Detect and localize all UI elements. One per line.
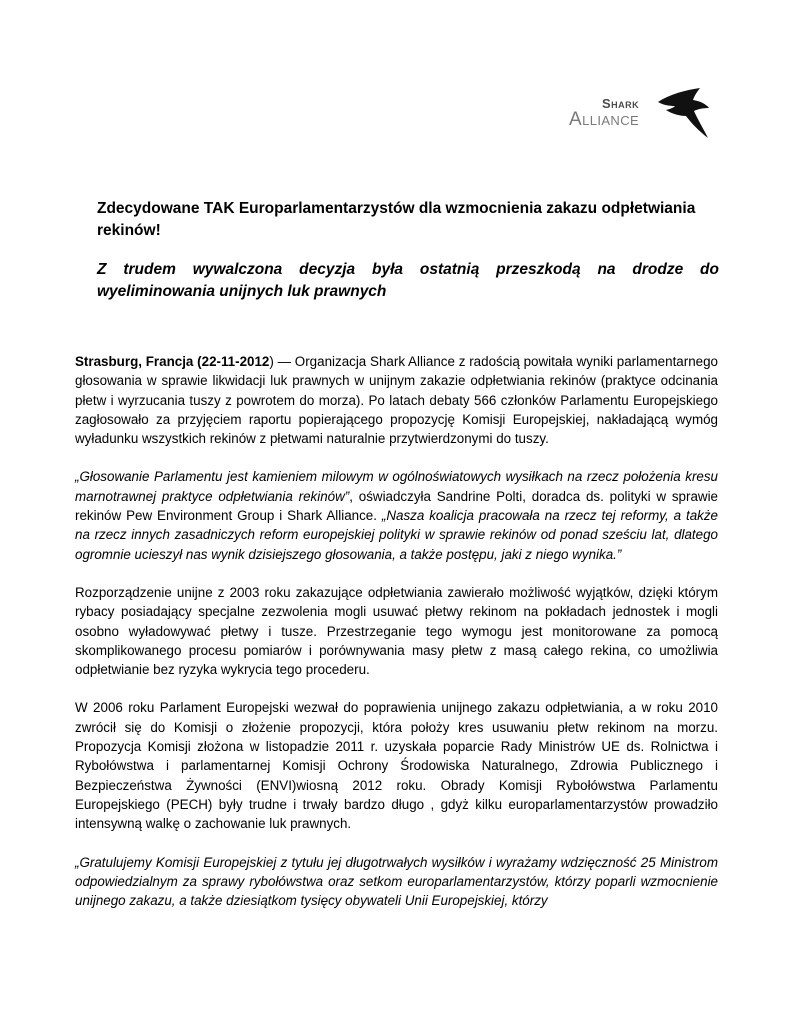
- quote-attribution: , oświadczyła Sandrine Polti, doradca ds. polityki w sprawie rekinów Pew Environment Group i Shark Alliance.: [75, 488, 718, 524]
- logo-shark-word: Shark: [602, 96, 640, 111]
- shark-alliance-logo: [568, 80, 710, 140]
- quote-polti-1: „Głosowanie Parlamentu jest kamieniem milowym w ogólnoświatowych wysiłkach na rzecz położenia kresu marnotrawnej praktyce odpłetwiania rekinów”: [75, 469, 718, 504]
- dateline: Strasburg, Francja (22-11-2012: [75, 354, 270, 369]
- logo-alliance-word: Alliance: [569, 109, 640, 130]
- paragraph-1: [75, 352, 718, 448]
- paragraph-1-text: ) — Organizacja Shark Alliance z radością powitała wyniki parlamentarnego głosowania w sprawie likwidacji luk prawnych w unijnym zakazie odpłetwiania rekinów (praktyce odcinania płetw i wyrzucania tuszy z powrotem do morza). Po latach debaty 566 członków Parlamentu Europejskiego zagłosowało za przyjęciem raportu popierającego propozycję Komisji Europejskiej, nakładającą wymóg wyładunku wszystkich rekinów z płetwami naturalnie przytwierdzonymi do tuszy.: [75, 354, 718, 447]
- paragraph-5: [75, 853, 718, 911]
- page-title: Zdecydowane TAK Europarlamentarzystów dla wzmocnienia zakazu odpłetwiania rekinów!: [97, 200, 696, 239]
- page-subtitle: Z trudem wywalczona decyzja była ostatnią przeszkodą na drodze do wyeliminowania unijnych luk prawnych: [97, 261, 719, 300]
- paragraph-3: Rozporządzenie unijne z 2003 roku zakazujące odpłetwiania zawierało możliwość wyjątków, dzięki którym rybacy posiadający specjalne zezwolenia mogli usuwać płetwy rekinom na pokładach jednostek i mogli osobno wyładowywać płetwy i tusze. Przestrzeganie tego wymogu jest monitorowane za pomocą skomplikowanego procesu pomiarów i porównywania masy płetw z masą całego rekina, co umożliwia odpłetwianie bez ryzyka wykrycia tego procederu.: [75, 584, 718, 678]
- quote-polti-2: „Nasza koalicja pracowała na rzecz tej reformy, a także na rzecz innych zasadniczych reform europejskiej polityki w sprawie rekinów od ponad sześciu lat, dlatego ogromnie ucieszył nas wynik dzisiejszego głosowania, a także postępu, jaki z niego wynika.”: [75, 508, 718, 562]
- paragraph-2: [75, 467, 718, 563]
- article-body: [75, 352, 718, 929]
- quote-gratulations: „Gratulujemy Komisji Europejskiej z tytułu jej długotrwałych wysiłków i wyrażamy wdzięczność 25 Ministrom odpowiedzialnym za sprawy rybołówstwa oraz setkom europarlamentarzystów, którzy poparli wzmocnienie unijnego zakazu, a także dziesiątkom tysięcy obywateli Unii Europejskiej, którzy: [75, 854, 718, 909]
- paragraph-4: W 2006 roku Parlament Europejski wezwał do poprawienia unijnego zakazu odpłetwiania, a w roku 2010 zwrócił się do Komisji o złożenie propozycji, która położy kres usuwaniu płetw rekinom na morzu. Propozycja Komisji złożona w listopadzie 2011 r. uzyskała poparcie Rady Ministrów UE ds. Rolnictwa i Rybołówstwa i parlamentarnej Komisji Ochrony Środowiska Naturalnego, Zdrowia Publicznego i Bezpieczeństwa Żywności (ENVI)wiosną 2012 roku. Obrady Komisji Rybołówstwa Parlamentu Europejskiego (PECH) były trudne i trwały bardzo długo , gdyż kilku europarlamentarzystów prowadziło intensywną walkę o zachowanie luk prawnych.: [75, 700, 718, 832]
- shark-icon: [656, 84, 710, 140]
